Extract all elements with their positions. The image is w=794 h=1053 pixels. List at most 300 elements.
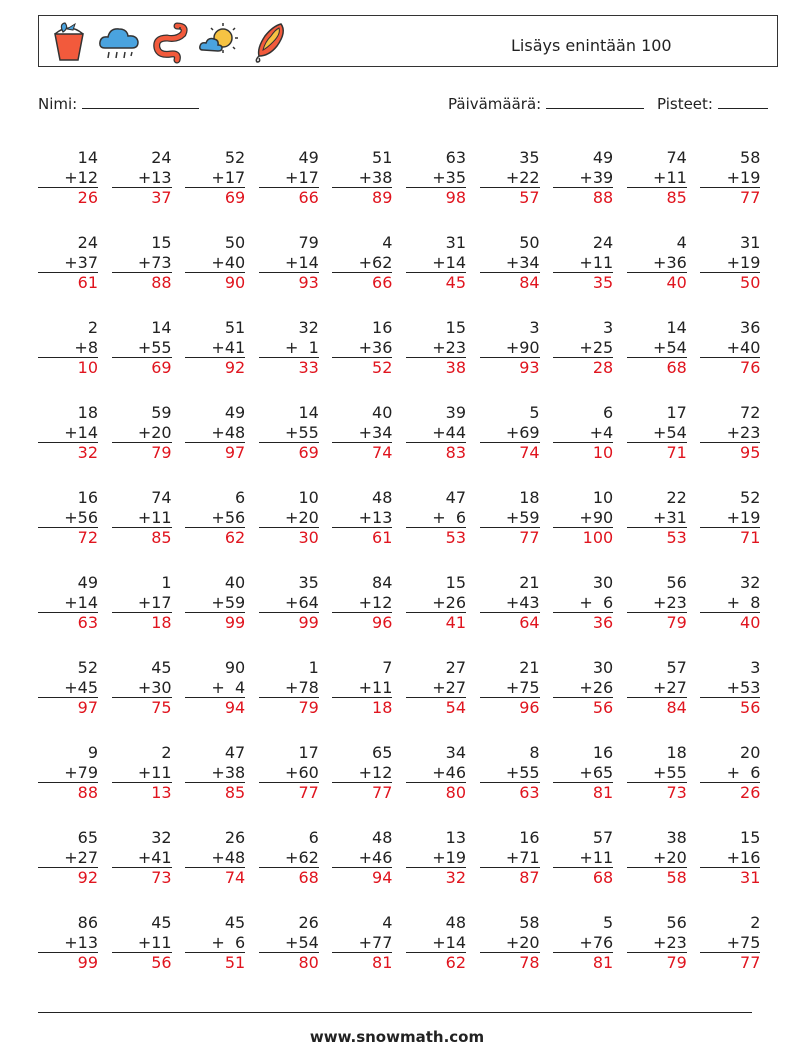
second-addend: +90: [480, 338, 540, 359]
first-addend: 26: [298, 913, 319, 932]
addition-problem: [627, 403, 687, 463]
addition-problem: [406, 658, 466, 718]
answer: 40: [740, 613, 761, 632]
first-addend: 32: [740, 573, 761, 592]
answer: 74: [372, 443, 393, 462]
second-addend: +48: [185, 848, 245, 869]
first-addend: 56: [666, 913, 687, 932]
answer: 28: [592, 358, 614, 377]
addition-problem: [332, 148, 392, 208]
first-addend: 6: [603, 403, 614, 422]
answer: 79: [666, 953, 687, 972]
addition-problem: [480, 148, 540, 208]
second-addend: +48: [185, 423, 245, 444]
first-addend: 48: [372, 828, 393, 847]
first-addend: 20: [740, 743, 761, 762]
first-addend: 14: [666, 318, 687, 337]
first-addend: 4: [382, 233, 393, 252]
second-addend: +8: [38, 338, 98, 359]
first-addend: 16: [77, 488, 98, 507]
second-addend: +30: [112, 678, 172, 699]
second-addend: +27: [406, 678, 466, 699]
second-addend: +27: [627, 678, 687, 699]
answer: 58: [666, 868, 687, 887]
second-addend: +77: [332, 933, 392, 954]
answer: 80: [445, 783, 466, 802]
addition-problem: [185, 743, 245, 803]
answer: 73: [666, 783, 687, 802]
answer: 85: [666, 188, 687, 207]
second-addend: +19: [406, 848, 466, 869]
first-addend: 7: [382, 658, 393, 677]
answer: 52: [372, 358, 393, 377]
answer: 77: [519, 528, 540, 547]
first-addend: 57: [592, 828, 614, 847]
bucket-icon: [47, 20, 91, 64]
addition-problem: [406, 913, 466, 973]
second-addend: +62: [332, 253, 392, 274]
first-addend: 24: [592, 233, 614, 252]
second-addend: +11: [553, 848, 613, 869]
score-label: Pisteet:: [657, 95, 713, 113]
addition-problem: [480, 658, 540, 718]
answer: 54: [445, 698, 466, 717]
answer: 81: [372, 953, 393, 972]
second-addend: +71: [480, 848, 540, 869]
addition-problem: [700, 573, 760, 633]
score-blank[interactable]: [718, 94, 768, 109]
second-addend: +90: [553, 508, 613, 529]
second-addend: +35: [406, 168, 466, 189]
answer: 80: [298, 953, 319, 972]
second-addend: +14: [406, 933, 466, 954]
first-addend: 3: [603, 318, 614, 337]
answer: 63: [77, 613, 98, 632]
second-addend: + 1: [259, 338, 319, 359]
date-field: [448, 94, 644, 113]
second-addend: + 6: [553, 593, 613, 614]
score-field: [657, 94, 768, 113]
first-addend: 58: [519, 913, 540, 932]
addition-problem: [38, 233, 98, 293]
answer: 96: [519, 698, 540, 717]
first-addend: 58: [740, 148, 761, 167]
second-addend: +69: [480, 423, 540, 444]
addition-problem: [332, 913, 392, 973]
addition-problem: [332, 233, 392, 293]
addition-problem: [480, 573, 540, 633]
answer: 73: [151, 868, 172, 887]
second-addend: +19: [700, 253, 760, 274]
answer: 88: [592, 188, 614, 207]
answer: 56: [592, 698, 614, 717]
first-addend: 4: [382, 913, 393, 932]
addition-problem: [700, 658, 760, 718]
second-addend: +13: [38, 933, 98, 954]
second-addend: +78: [259, 678, 319, 699]
first-addend: 45: [151, 913, 172, 932]
addition-problem: [627, 913, 687, 973]
addition-problem: [112, 658, 172, 718]
second-addend: +46: [406, 763, 466, 784]
answer: 81: [592, 953, 614, 972]
answer: 10: [592, 443, 614, 462]
answer: 77: [372, 783, 393, 802]
second-addend: +34: [332, 423, 392, 444]
first-addend: 17: [666, 403, 687, 422]
answer: 56: [740, 698, 761, 717]
answer: 57: [519, 188, 540, 207]
addition-problem: [332, 403, 392, 463]
addition-problem: [700, 913, 760, 973]
first-addend: 49: [298, 148, 319, 167]
addition-problem: [406, 148, 466, 208]
second-addend: + 8: [700, 593, 760, 614]
answer: 98: [445, 188, 466, 207]
footer-divider: [38, 1012, 752, 1013]
first-addend: 10: [592, 488, 614, 507]
first-addend: 49: [224, 403, 246, 422]
addition-problem: [406, 743, 466, 803]
first-addend: 31: [445, 233, 466, 252]
addition-problem: [480, 403, 540, 463]
second-addend: +11: [112, 508, 172, 529]
addition-problem: [700, 318, 760, 378]
answer: 76: [740, 358, 761, 377]
first-addend: 3: [750, 658, 761, 677]
second-addend: +54: [259, 933, 319, 954]
addition-problem: [259, 233, 319, 293]
first-addend: 1: [161, 573, 172, 592]
answer: 97: [77, 698, 98, 717]
first-addend: 63: [445, 148, 466, 167]
addition-problem: [553, 488, 613, 548]
second-addend: +23: [627, 593, 687, 614]
addition-problem: [406, 488, 466, 548]
addition-problem: [185, 658, 245, 718]
addition-problem: [627, 488, 687, 548]
first-addend: 2: [161, 743, 172, 762]
footer-site: www.snowmath.com: [309, 1028, 485, 1046]
second-addend: +19: [700, 168, 760, 189]
first-addend: 52: [224, 148, 246, 167]
addition-problem: [627, 743, 687, 803]
addition-problem: [38, 148, 98, 208]
first-addend: 35: [298, 573, 319, 592]
first-addend: 8: [529, 743, 540, 762]
addition-problem: [185, 403, 245, 463]
answer: 75: [151, 698, 172, 717]
addition-problem: [112, 913, 172, 973]
answer: 62: [445, 953, 466, 972]
second-addend: +73: [112, 253, 172, 274]
second-addend: +38: [332, 168, 392, 189]
rain-cloud-icon: [97, 20, 141, 64]
addition-problem: [185, 233, 245, 293]
addition-problem: [553, 573, 613, 633]
first-addend: 18: [519, 488, 540, 507]
answer: 66: [298, 188, 319, 207]
answer: 30: [298, 528, 319, 547]
second-addend: +12: [38, 168, 98, 189]
answer: 64: [519, 613, 540, 632]
first-addend: 34: [445, 743, 466, 762]
answer: 37: [151, 188, 172, 207]
answer: 32: [445, 868, 466, 887]
second-addend: +4: [553, 423, 613, 444]
answer: 81: [592, 783, 614, 802]
addition-problem: [112, 148, 172, 208]
first-addend: 21: [519, 658, 540, 677]
second-addend: +14: [38, 423, 98, 444]
second-addend: +55: [259, 423, 319, 444]
addition-problem: [480, 233, 540, 293]
first-addend: 65: [77, 828, 98, 847]
first-addend: 79: [298, 233, 319, 252]
second-addend: +75: [700, 933, 760, 954]
second-addend: +12: [332, 763, 392, 784]
answer: 36: [592, 613, 614, 632]
first-addend: 74: [666, 148, 687, 167]
answer: 56: [151, 953, 172, 972]
first-addend: 14: [77, 148, 98, 167]
answer: 79: [151, 443, 172, 462]
second-addend: +26: [553, 678, 613, 699]
answer: 97: [224, 443, 246, 462]
first-addend: 18: [77, 403, 98, 422]
second-addend: +16: [700, 848, 760, 869]
first-addend: 18: [666, 743, 687, 762]
second-addend: +55: [627, 763, 687, 784]
first-addend: 13: [445, 828, 466, 847]
answer: 26: [77, 188, 98, 207]
answer: 87: [519, 868, 540, 887]
addition-problem: [38, 743, 98, 803]
answer: 71: [740, 528, 761, 547]
addition-problem: [406, 573, 466, 633]
second-addend: +17: [259, 168, 319, 189]
answer: 66: [372, 273, 393, 292]
second-addend: +36: [332, 338, 392, 359]
second-addend: +59: [185, 593, 245, 614]
answer: 62: [224, 528, 246, 547]
answer: 71: [666, 443, 687, 462]
first-addend: 47: [224, 743, 246, 762]
second-addend: +44: [406, 423, 466, 444]
first-addend: 56: [666, 573, 687, 592]
addition-problem: [406, 403, 466, 463]
second-addend: +36: [627, 253, 687, 274]
answer: 89: [372, 188, 393, 207]
first-addend: 39: [445, 403, 466, 422]
name-blank[interactable]: [82, 94, 199, 109]
addition-problem: [553, 318, 613, 378]
addition-problem: [112, 573, 172, 633]
first-addend: 40: [224, 573, 246, 592]
answer: 77: [740, 953, 761, 972]
first-addend: 49: [77, 573, 98, 592]
second-addend: +79: [38, 763, 98, 784]
first-addend: 21: [519, 573, 540, 592]
addition-problem: [627, 658, 687, 718]
first-addend: 15: [445, 573, 466, 592]
first-addend: 15: [740, 828, 761, 847]
first-addend: 45: [151, 658, 172, 677]
second-addend: +20: [480, 933, 540, 954]
first-addend: 15: [445, 318, 466, 337]
second-addend: +65: [553, 763, 613, 784]
first-addend: 47: [445, 488, 466, 507]
addition-problem: [112, 318, 172, 378]
addition-problem: [700, 148, 760, 208]
answer: 61: [372, 528, 393, 547]
first-addend: 15: [151, 233, 172, 252]
addition-problem: [259, 403, 319, 463]
second-addend: +40: [700, 338, 760, 359]
addition-problem: [553, 828, 613, 888]
first-addend: 48: [372, 488, 393, 507]
second-addend: +14: [406, 253, 466, 274]
second-addend: +60: [259, 763, 319, 784]
first-addend: 24: [77, 233, 98, 252]
date-blank[interactable]: [546, 94, 644, 109]
addition-problem: [185, 913, 245, 973]
addition-problem: [480, 318, 540, 378]
answer: 77: [298, 783, 319, 802]
addition-problem: [480, 828, 540, 888]
second-addend: + 6: [185, 933, 245, 954]
name-label: Nimi:: [38, 95, 78, 113]
first-addend: 86: [77, 913, 98, 932]
addition-problem: [480, 488, 540, 548]
first-addend: 10: [298, 488, 319, 507]
first-addend: 9: [87, 743, 98, 762]
second-addend: +43: [480, 593, 540, 614]
second-addend: +41: [185, 338, 245, 359]
first-addend: 30: [592, 573, 614, 592]
second-addend: +39: [553, 168, 613, 189]
second-addend: +55: [480, 763, 540, 784]
answer: 99: [224, 613, 246, 632]
addition-problem: [38, 318, 98, 378]
addition-problem: [406, 828, 466, 888]
answer: 100: [582, 528, 614, 547]
second-addend: +11: [112, 763, 172, 784]
second-addend: +17: [185, 168, 245, 189]
answer: 38: [445, 358, 466, 377]
first-addend: 49: [592, 148, 614, 167]
answer: 74: [224, 868, 246, 887]
answer: 35: [592, 273, 614, 292]
answer: 41: [445, 613, 466, 632]
answer: 99: [298, 613, 319, 632]
addition-problem: [185, 148, 245, 208]
answer: 90: [224, 273, 246, 292]
second-addend: +37: [38, 253, 98, 274]
addition-problem: [332, 743, 392, 803]
answer: 74: [519, 443, 540, 462]
addition-problem: [259, 573, 319, 633]
addition-problem: [332, 488, 392, 548]
addition-problem: [185, 573, 245, 633]
first-addend: 50: [519, 233, 540, 252]
second-addend: +38: [185, 763, 245, 784]
second-addend: +62: [259, 848, 319, 869]
second-addend: +14: [259, 253, 319, 274]
first-addend: 51: [372, 148, 393, 167]
first-addend: 40: [372, 403, 393, 422]
addition-problem: [38, 913, 98, 973]
answer: 53: [666, 528, 687, 547]
addition-problem: [185, 488, 245, 548]
addition-problem: [553, 913, 613, 973]
second-addend: +31: [627, 508, 687, 529]
second-addend: +26: [406, 593, 466, 614]
second-addend: +34: [480, 253, 540, 274]
first-addend: 52: [740, 488, 761, 507]
second-addend: +14: [38, 593, 98, 614]
addition-problem: [406, 233, 466, 293]
first-addend: 50: [224, 233, 246, 252]
answer: 92: [224, 358, 246, 377]
answer: 13: [151, 783, 172, 802]
addition-problem: [553, 148, 613, 208]
addition-problem: [627, 148, 687, 208]
answer: 93: [519, 358, 540, 377]
second-addend: +19: [700, 508, 760, 529]
addition-problem: [38, 488, 98, 548]
answer: 69: [151, 358, 172, 377]
second-addend: +56: [38, 508, 98, 529]
answer: 18: [372, 698, 393, 717]
answer: 85: [224, 783, 246, 802]
first-addend: 3: [529, 318, 540, 337]
answer: 94: [372, 868, 393, 887]
first-addend: 65: [372, 743, 393, 762]
second-addend: +13: [332, 508, 392, 529]
answer: 18: [151, 613, 172, 632]
worksheet-header: [38, 15, 778, 67]
first-addend: 74: [151, 488, 172, 507]
first-addend: 30: [592, 658, 614, 677]
first-addend: 72: [740, 403, 761, 422]
second-addend: +41: [112, 848, 172, 869]
second-addend: +20: [112, 423, 172, 444]
first-addend: 36: [740, 318, 761, 337]
answer: 83: [445, 443, 466, 462]
addition-problem: [38, 573, 98, 633]
addition-problem: [112, 828, 172, 888]
first-addend: 6: [235, 488, 246, 507]
second-addend: +13: [112, 168, 172, 189]
header-icons: [47, 20, 291, 64]
answer: 78: [519, 953, 540, 972]
answer: 68: [666, 358, 687, 377]
answer: 68: [592, 868, 614, 887]
answer: 93: [298, 273, 319, 292]
second-addend: +53: [700, 678, 760, 699]
first-addend: 16: [592, 743, 614, 762]
answer: 92: [77, 868, 98, 887]
answer: 61: [77, 273, 98, 292]
addition-problem: [259, 658, 319, 718]
second-addend: + 6: [700, 763, 760, 784]
second-addend: +11: [112, 933, 172, 954]
addition-problem: [185, 318, 245, 378]
first-addend: 1: [308, 658, 319, 677]
second-addend: +54: [627, 423, 687, 444]
addition-problem: [700, 233, 760, 293]
